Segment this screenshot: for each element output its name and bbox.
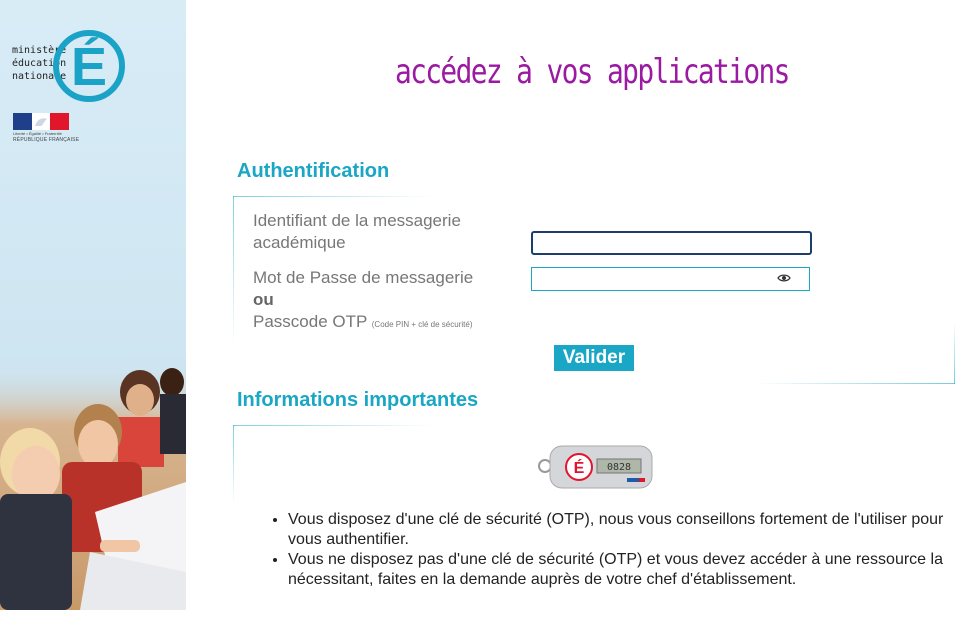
decor-line: [954, 322, 955, 384]
ministry-line-3: nationale: [12, 71, 67, 82]
logo-letter: É: [70, 37, 108, 97]
username-input[interactable]: [531, 231, 812, 255]
students-photo: [0, 362, 186, 610]
authentication-heading: Authentification: [237, 160, 390, 182]
password-input[interactable]: [531, 267, 810, 291]
marianne-flag-icon: [13, 113, 69, 130]
username-label: Identifiant de la messagerie académique: [253, 211, 461, 252]
decor-line: [233, 425, 433, 426]
decor-line: [233, 196, 234, 346]
ministry-line-2: éducation: [12, 58, 67, 69]
otp-security-key-icon: [535, 442, 655, 492]
validate-button[interactable]: Valider: [554, 345, 634, 371]
decor-line: [755, 383, 955, 384]
ministry-line-1: ministère: [12, 45, 67, 56]
republic-name: RÉPUBLIQUE FRANÇAISE: [13, 137, 80, 143]
password-label: [253, 267, 533, 336]
show-password-eye-icon[interactable]: [777, 273, 791, 283]
list-item: • Vous disposez d'une clé de sécurité (OTP), nous vous conseillons fortement de l'utiliser pour vous authentifier.: [288, 510, 968, 550]
left-branding-panel: [0, 0, 186, 610]
passcode-otp-hint: (Code PIN + clé de sécurité): [371, 320, 473, 329]
otp-display-code: 0828: [606, 462, 632, 473]
list-item: • Vous ne disposez pas d'une clé de sécurité (OTP) et vous devez accéder à une ressource la nécessitant, faites en la demande auprès de votre chef d'établissement.: [288, 550, 968, 590]
password-or-text: ou: [253, 290, 274, 309]
decor-line: [233, 425, 234, 505]
info-list: [268, 510, 968, 590]
otp-logo-letter: É: [573, 460, 585, 477]
republic-motto: Liberté • Égalité • Fraternité: [13, 131, 62, 136]
education-logo-icon: [52, 22, 126, 102]
passcode-otp-text: Passcode OTP: [253, 312, 368, 331]
password-label-text: Mot de Passe de messagerie: [253, 268, 474, 287]
important-info-heading: Informations importantes: [237, 389, 479, 411]
decor-line: [233, 196, 433, 197]
page-title: accédez à vos applications: [395, 52, 789, 92]
